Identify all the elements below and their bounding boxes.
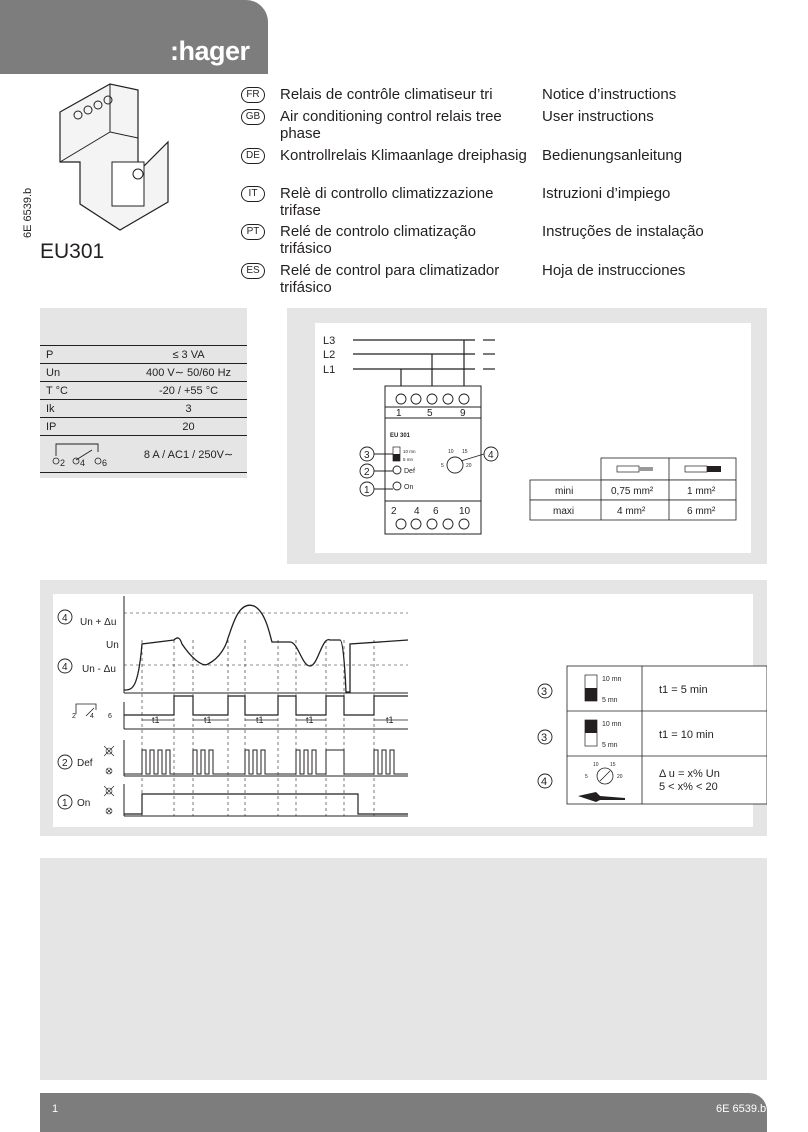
- callout-number: 2: [364, 467, 370, 478]
- voltage-label: Un - Δu: [82, 664, 116, 675]
- spec-table: [40, 345, 247, 473]
- dial-value: 5: [441, 463, 444, 469]
- led-on-icon: [104, 786, 114, 796]
- model-name: EU301: [40, 240, 105, 263]
- timing-diagram: [40, 580, 767, 836]
- terminal-label: 5: [427, 408, 433, 419]
- terminal-label: 4: [414, 506, 420, 517]
- footer-reference: 6E 6539.b: [716, 1103, 767, 1115]
- document-type: Istruzioni d’impiego: [542, 185, 671, 202]
- spec-value: ≤ 3 VA: [130, 346, 247, 364]
- callout-number: 1: [364, 485, 370, 496]
- doc-reference-vertical: 6E 6539.b: [22, 187, 34, 238]
- footer-bar: [40, 1093, 767, 1132]
- relay-contact-icon: [72, 704, 112, 720]
- callout-number: 2: [62, 758, 68, 769]
- product-title: Relais de contrôle climatiseur tri: [280, 86, 493, 103]
- document-type: Bedienungsanleitung: [542, 147, 683, 164]
- callout-number: 4: [488, 450, 494, 461]
- spec-label: Ik: [40, 400, 130, 418]
- callout-number: 3: [364, 450, 370, 461]
- language-code: ES: [241, 263, 265, 279]
- callout-number: 3: [541, 732, 548, 744]
- language-code: PT: [241, 224, 265, 240]
- table-row: [40, 436, 247, 473]
- document-type: Instruções de instalação: [542, 223, 704, 240]
- voltage-label: Un + Δu: [80, 617, 117, 628]
- on-label: On: [77, 798, 91, 809]
- terminal-label: 9: [460, 408, 466, 419]
- dial-value: 5: [585, 774, 588, 780]
- table-row: [40, 382, 247, 400]
- dial-value: 15: [462, 449, 468, 455]
- setting-text: Δ u = x% Un: [659, 768, 720, 780]
- cable-row-label: mini: [555, 486, 574, 497]
- spec-label: IP: [40, 418, 130, 436]
- def-label: Def: [77, 758, 93, 769]
- spec-value: 8 A / AC1 / 250V∼: [130, 436, 247, 473]
- t1-label: t1: [204, 715, 212, 725]
- terminal-label: 10: [459, 506, 471, 517]
- flexible-cable-icon: [685, 466, 721, 472]
- notes-panel: [40, 858, 767, 1080]
- spec-label: P: [40, 346, 130, 364]
- phase-label: L1: [323, 364, 336, 376]
- phase-label: L2: [323, 349, 336, 361]
- spec-value: 3: [130, 400, 247, 418]
- t1-label: t1: [256, 715, 264, 725]
- cable-value: 4 mm²: [617, 506, 646, 517]
- led-off-icon: [106, 808, 112, 814]
- product-title: Kontrollrelais Klimaanlage dreiphasig: [280, 147, 527, 164]
- hager-logo: :hager: [170, 36, 250, 66]
- contact-terminal: 2: [72, 713, 76, 720]
- relay-contact-icon: [46, 438, 112, 468]
- product-title: Relé de controlo climatização trifásico: [280, 223, 476, 257]
- phase-label: L3: [323, 335, 336, 347]
- cable-value: 6 mm²: [687, 506, 716, 517]
- dial-value: 10: [593, 762, 599, 768]
- contact-symbol-cell: [40, 436, 130, 473]
- setting-text: 5 < x% < 20: [659, 781, 718, 793]
- t1-label: t1: [152, 715, 160, 725]
- document-type: User instructions: [542, 108, 654, 125]
- switch-label: 10 mn: [403, 449, 416, 454]
- switch-label: 5 mn: [602, 697, 618, 704]
- t1-label: t1: [386, 715, 394, 725]
- cable-row-label: maxi: [553, 506, 575, 517]
- cable-value: 1 mm²: [687, 486, 716, 497]
- contact-terminal: 4: [90, 713, 94, 720]
- document-type: Hoja de instrucciones: [542, 262, 686, 279]
- product-title: Relè di controllo climatizzazione trifase: [280, 185, 494, 219]
- cable-value: 0,75 mm²: [611, 486, 654, 497]
- setting-text: t1 = 10 min: [659, 729, 714, 741]
- spec-label: T °C: [40, 382, 130, 400]
- spec-value: 20: [130, 418, 247, 436]
- dial-value: 20: [466, 463, 472, 469]
- language-code: GB: [241, 109, 265, 125]
- dial-value: 10: [448, 449, 454, 455]
- callout-number: 4: [62, 613, 68, 624]
- wiring-diagram: [315, 323, 751, 553]
- spec-value: -20 / +55 °C: [130, 382, 247, 400]
- dial-value: 15: [610, 762, 616, 768]
- table-row: [40, 400, 247, 418]
- switch-label: 10 mn: [602, 676, 622, 683]
- switch-label: 5 mn: [403, 457, 414, 462]
- voltage-label: Un: [106, 640, 119, 651]
- terminal-label: 1: [396, 408, 402, 419]
- setting-text: t1 = 5 min: [659, 684, 708, 696]
- product-illustration: [40, 82, 170, 232]
- spec-label: Un: [40, 364, 130, 382]
- contact-terminal: 6: [102, 457, 108, 468]
- contact-terminal: 4: [80, 457, 86, 468]
- page-number: 1: [52, 1103, 59, 1115]
- document-type: Notice d’instructions: [542, 86, 677, 103]
- language-code: IT: [241, 186, 265, 202]
- table-row: [40, 418, 247, 436]
- dial-value: 20: [617, 774, 623, 780]
- on-label: On: [404, 484, 414, 491]
- def-label: Def: [404, 468, 415, 475]
- callout-number: 4: [62, 662, 68, 673]
- device-label: EU 301: [390, 433, 411, 439]
- product-title: Air conditioning control relais tree phase: [280, 108, 502, 142]
- terminal-label: 6: [433, 506, 439, 517]
- language-code: DE: [241, 148, 265, 164]
- t1-label: t1: [306, 715, 314, 725]
- table-row: [40, 346, 247, 364]
- contact-terminal: 2: [60, 457, 66, 468]
- product-title: Relé de control para climatizador trifásico: [280, 262, 500, 296]
- switch-label: 10 mn: [602, 721, 622, 728]
- callout-number: 3: [541, 686, 548, 698]
- table-row: [40, 364, 247, 382]
- language-code: FR: [241, 87, 265, 103]
- led-flashing-icon: [104, 746, 114, 756]
- contact-terminal: 6: [108, 713, 112, 720]
- callout-number: 1: [62, 798, 68, 809]
- led-off-icon: [106, 768, 112, 774]
- callout-number: 4: [541, 776, 548, 788]
- spec-value: 400 V∼ 50/60 Hz: [130, 364, 247, 382]
- terminal-label: 2: [391, 506, 397, 517]
- switch-label: 5 mn: [602, 742, 618, 749]
